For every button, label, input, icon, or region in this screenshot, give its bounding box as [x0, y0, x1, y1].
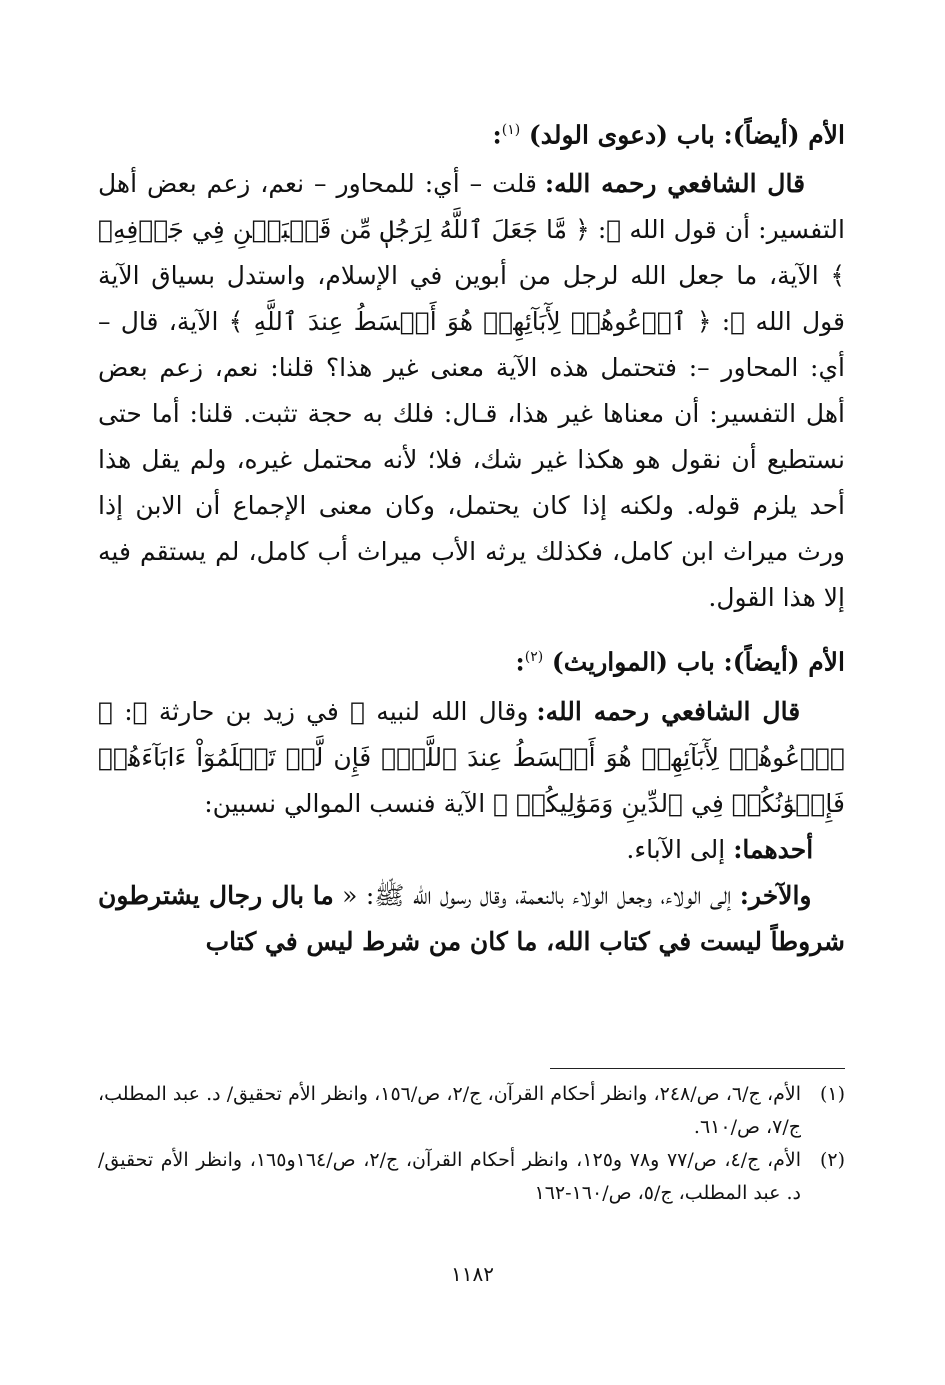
footnotes — [98, 1078, 845, 1210]
paragraph-text: وقال الله لنبيه ﷺ في زيد بن حارثة ﷺ: ﴿ ٱدۡعُوهُمۡ لِأٓبَآئِهِمۡ هُوَ أَقۡسَطُ عِندَ ٱللَّهِۚ فَإِن لَّمۡ تَعۡلَمُوٓاْ ءَابَآءَهُمۡ فَإِخۡوَٰنُكُمۡ فِي ٱلدِّينِ وَمَوَٰلِيكُمۡ ﴾ الآية فنسب الموالي نسبين: — [98, 696, 845, 818]
paragraph-2 — [98, 689, 845, 827]
paragraph-text: إلى الآباء. — [626, 834, 734, 864]
paragraph-lead: قال الشافعي رحمه الله: — [536, 696, 801, 726]
footnote-text: الأم، ج/٤، ص/٧٧ و٧٨ و١٢٥، وانظر أحكام القرآن، ج/٢، ص/١٦٤و١٦٥، وانظر الأم تحقيق/ د. عبد المطلب، ج/٥، ص/١٦٠-١٦٢ — [98, 1149, 801, 1204]
paragraph-1 — [98, 161, 845, 621]
heading-text: الأم (أيضاً): باب (المواريث) — [543, 647, 845, 677]
footnote-item — [98, 1144, 845, 1210]
paragraph-text: إلى الولاء، وجعل الولاء بالنعمة، وقال رسول الله ﷺ: « — [333, 880, 740, 910]
heading-colon: : — [492, 120, 502, 150]
paragraph-text: قلت – أي: للمحاور – نعم، زعم بعض أهل التفسير: أن قول الله ﷻ: ﴿ مَّا جَعَلَ ٱللَّهُ لِرَجُلٖ مِّن قَلۡبَيۡنِ فِي جَوۡفِهِۦ ﴾ الآية، ما جعل الله لرجل من أبوين في الإسلام، واستدل بسياق الآية قول الله ﷻ: ﴿ ٱدۡعُوهُمۡ لِأٓبَآئِهِمۡ هُوَ أَقۡسَطُ عِندَ ٱللَّهِ ﴾ الآية، قال – أي: المحاور –: فتحتمل هذه الآية معنى غير هذا؟ قلنا: نعم، زعم بعض أهل التفسير: أن معناها غير هذا، قـال: فلك به حجة تثبت. قلنا: أما حتى نستطيع أن نقول هو هكذا غير شك، فلا؛ لأنه محتمل غيره، ولم يقل هذا أحد يلزم قوله. ولكنه إذا كان يحتمل، وكان معنى الإجماع أن الابن إذا ورث ميراث ابن كامل، فكذلك يرثه الأب ميراث أب كامل، لم يستقم فيه إلا هذا القول. — [98, 169, 845, 613]
paragraph-first — [98, 827, 845, 873]
footnote-separator — [550, 1068, 845, 1069]
footnote-text: الأم، ج/٦، ص/٢٤٨، وانظر أحكام القرآن، ج/٢، ص/١٥٦، وانظر الأم تحقيق/ د. عبد المطلب، ج/٧، ص/٦١٠. — [98, 1083, 801, 1138]
page-body — [98, 100, 845, 965]
footnote-number: (٢) — [819, 1149, 845, 1171]
section-heading-1 — [98, 110, 845, 155]
section-heading-2 — [98, 637, 845, 682]
paragraph-lead: والآخر: — [739, 880, 812, 910]
hadith-text: ما بال رجال يشترطون شروطاً ليست في كتاب الله، ما كان من شرط ليس في كتاب — [98, 880, 845, 956]
footnote-ref-2[interactable]: (٢) — [524, 649, 544, 666]
heading-colon: : — [515, 647, 525, 677]
page-number: ١١٨٢ — [451, 1262, 494, 1286]
footnote-ref-1[interactable]: (١) — [501, 122, 521, 138]
footnote-item — [98, 1078, 845, 1144]
heading-text: الأم (أيضاً): باب (دعوى الولد) — [520, 120, 845, 150]
footnote-number: (١) — [819, 1083, 845, 1105]
paragraph-lead: أحدهما: — [733, 834, 814, 864]
paragraph-second — [98, 873, 845, 965]
paragraph-lead: قال الشافعي رحمه الله: — [544, 169, 806, 199]
